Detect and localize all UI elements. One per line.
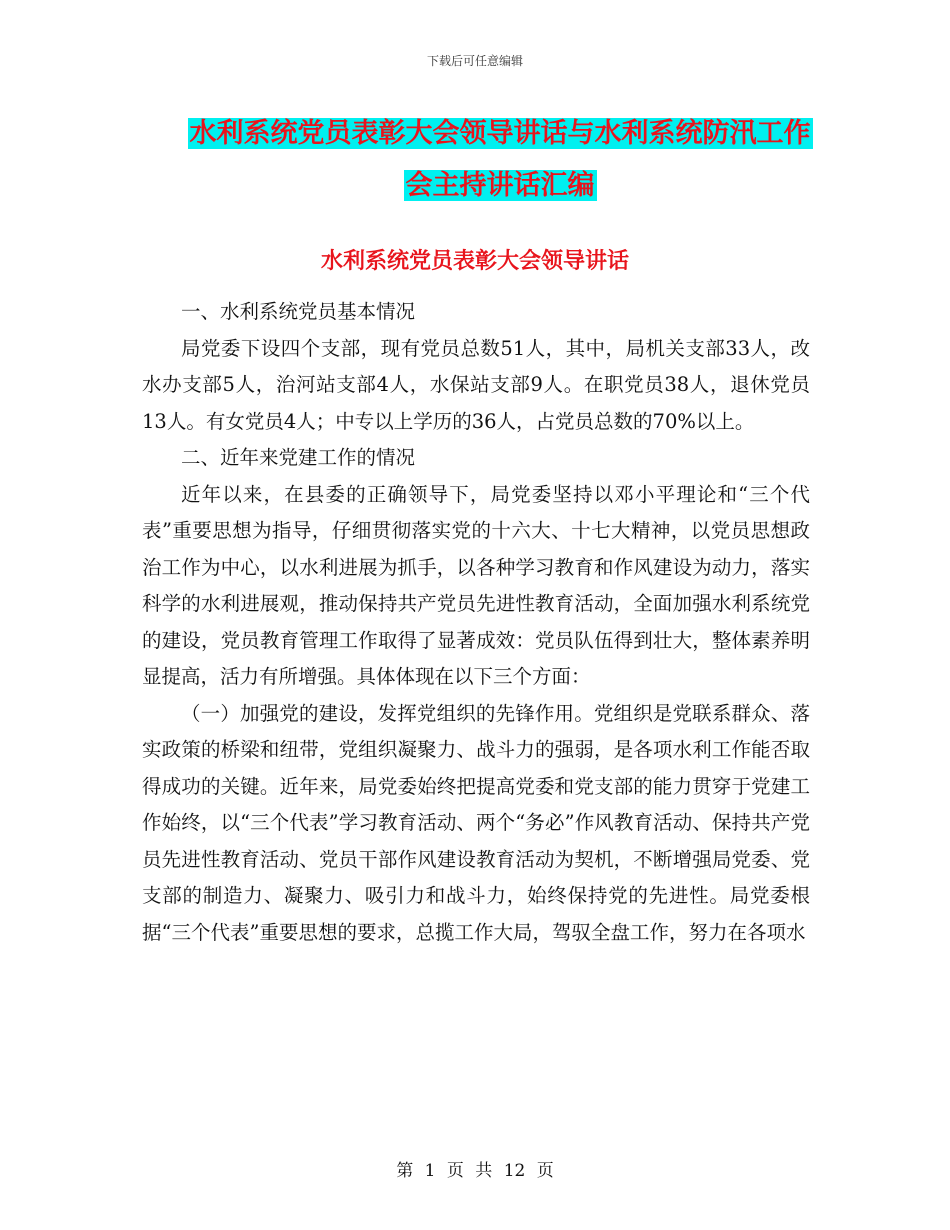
document-title-line-1: 水利系统党员表彰大会领导讲话与水利系统防汛工作 [189, 118, 811, 149]
document-body [142, 294, 810, 951]
section-title: 水利系统党员表彰大会领导讲话 [320, 249, 629, 274]
paragraph-party-building: 近年以来，在县委的正确领导下，局党委坚持以邓小平理论和“三个代表”重要思想为指导，仔细贯彻落实党的十六大、十七大精神，以党员思想政治工作为中心，以水利进展为抓手，以各种学习教育和作风建设为动力，落实科学的水利进展观，推动保持共产党员先进性教育活动，全面加强水利系统党的建设，党员教育管理工作取得了显著成效：党员队伍得到壮大，整体素养明显提高，活力有所增强。具体体现在以下三个方面： [142, 482, 810, 688]
paragraph-membership: 局党委下设四个支部，现有党员总数51人，其中，局机关支部33人，改水办支部5人，治河站支部4人，水保站支部9人。在职党员38人，退休党员13人。有女党员4人；中专以上学历的36人，占党员总数的70%以上。 [142, 336, 810, 433]
document-title [140, 108, 860, 212]
heading-party-building: 二、近年来党建工作的情况 [181, 446, 416, 469]
heading-basic-situation: 一、水利系统党员基本情况 [181, 300, 416, 323]
page-header-note: 下载后可任意编辑 [426, 54, 523, 68]
paragraph-strengthen-party: （一）加强党的建设，发挥党组织的先锋作用。党组织是党联系群众、落实政策的桥梁和纽带，党组织凝聚力、战斗力的强弱，是各项水利工作能否取得成功的关键。近年来，局党委始终把提高党委和党支部的能力贯穿于党建工作始终，以“三个代表”学习教育活动、两个“务必”作风教育活动、保持共产党员先进性教育活动、党员干部作风建设教育活动为契机，不断增强局党委、党支部的制造力、凝聚力、吸引力和战斗力，始终保持党的先进性。局党委根据“三个代表”重要思想的要求，总揽工作大局，驾驭全盘工作，努力在各项水 [142, 701, 810, 944]
document-title-line-2: 会主持讲话汇编 [405, 170, 595, 201]
page-footer: 第 1 页 共 12 页 [396, 1161, 554, 1181]
